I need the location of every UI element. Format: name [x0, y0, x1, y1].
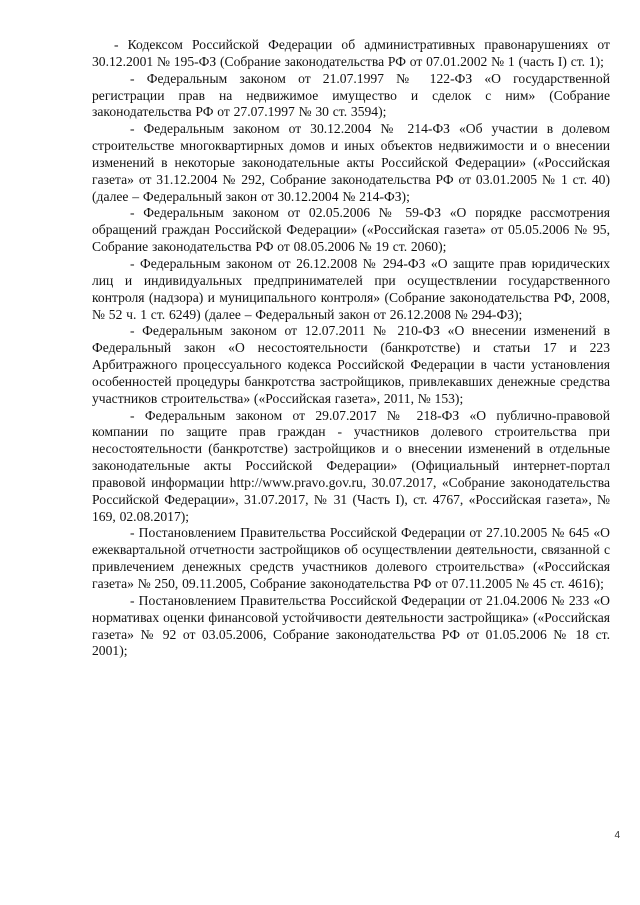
- paragraph-koap: - Кодексом Российской Федерации об административных правонарушениях от 30.12.2001 № 195-ФЗ (Собрание законодательства РФ от 07.01.2002 № 1 (часть I) ст. 1);: [92, 37, 610, 69]
- paragraph-fz-122: - Федеральным законом от 21.07.1997 № 122-ФЗ «О государственной регистрации прав на недвижимое имущество и сделок с ним» (Собрание законодательства РФ от 27.07.1997 № 30 ст. 3594);: [92, 70, 610, 120]
- paragraph-fz-210: - Федеральным законом от 12.07.2011 № 210-ФЗ «О внесении изменений в Федеральный закон «О несостоятельности (банкротстве) и статьи 17 и 223 Арбитражного процессуального кодекса Российской Федерации в части установления особенностей процедуры банкротства застройщиков, привлекавших денежные средства участников строительства» («Российская газета», 2011, № 153);: [92, 323, 610, 406]
- paragraph-fz-59: - Федеральным законом от 02.05.2006 № 59-ФЗ «О порядке рассмотрения обращений граждан Российской Федерации» («Российская газета» от 05.05.2006 № 95, Собрание законодательства РФ от 08.05.2006 № 19 ст. 2060);: [92, 205, 610, 255]
- paragraph-fz-214: - Федеральным законом от 30.12.2004 № 214-ФЗ «Об участии в долевом строительстве многоквартирных домов и иных объектов недвижимости и о внесении изменений в некоторые законодательные акты Российской Федерации» («Российская газета» от 31.12.2004 № 292, Собрание законодательства РФ от 03.01.2005 № 1 ст. 40) (далее – Федеральный закон от 30.12.2004 № 214-ФЗ);: [92, 121, 610, 204]
- paragraph-fz-294: - Федеральным законом от 26.12.2008 № 294-ФЗ «О защите прав юридических лиц и индивидуальных предпринимателей при осуществлении государственного контроля (надзора) и муниципального контроля» (Собрание законодательства РФ, 2008, № 52 ч. 1 ст. 6249) (далее – Федеральный закон от 26.12.2008 № 294-ФЗ);: [92, 255, 610, 322]
- paragraph-fz-218: - Федеральным законом от 29.07.2017 № 218-ФЗ «О публично-правовой компании по защите прав граждан - участников долевого строительства при несостоятельности (банкротстве) застройщиков и о внесении изменений в отдельные законодательные акты Российской Федерации» (Официальный интернет-портал правовой информации http://www.pravo.gov.ru, 30.07.2017, «Собрание законодательства Российской Федерации», 31.07.2017, № 31 (Часть I), ст. 4767, «Российская газета», № 169, 02.08.2017);: [92, 407, 610, 524]
- document-body: [92, 37, 610, 660]
- paragraph-postanovlenie-233: - Постановлением Правительства Российской Федерации от 21.04.2006 № 233 «О нормативах оценки финансовой устойчивости деятельности застройщика» («Российская газета» № 92 от 03.05.2006, Собрание законодательства РФ от 01.05.2006 № 18 ст. 2001);: [92, 592, 610, 659]
- page-number: 4: [614, 830, 620, 841]
- paragraph-postanovlenie-645: - Постановлением Правительства Российской Федерации от 27.10.2005 № 645 «О ежеквартальной отчетности застройщиков об осуществлении деятельности, связанной с привлечением денежных средств участников долевого строительства» («Российская газета» № 250, 09.11.2005, Собрание законодательства РФ от 07.11.2005 № 45 ст. 4616);: [92, 525, 610, 591]
